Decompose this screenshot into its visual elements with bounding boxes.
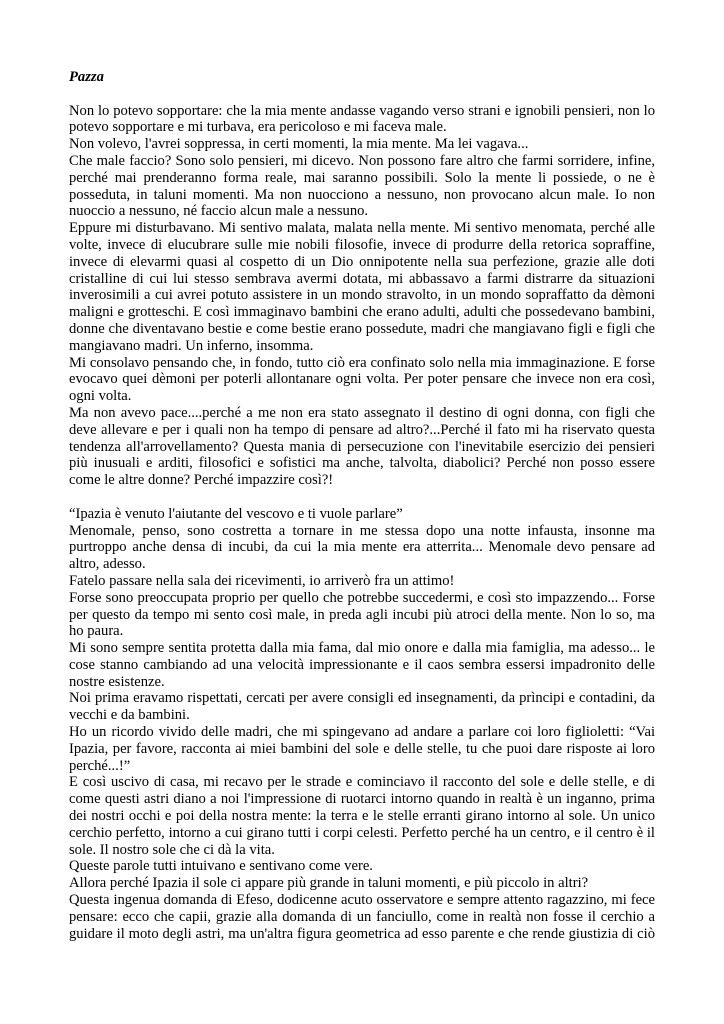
paragraph: Che male faccio? Sono solo pensieri, mi dicevo. Non possono fare altro che farmi sorridere, infine, perché mai prenderanno forma reale, mai saranno possibili. Solo la mente li possiede, o ne è posseduta, in taluni momenti. Ma non nuocciono a nessuno, non provocano alcun male. Io non nuoccio a nessuno, né faccio alcun male a nessuno. <box>69 152 655 220</box>
paragraph: Allora perché Ipazia il sole ci appare più grande in taluni momenti, e più piccolo in altri? <box>69 875 589 892</box>
paragraph: Ho un ricordo vivido delle madri, che mi spingevano ad andare a parlare coi loro figlioletti: “Vai Ipazia, per favore, racconta ai miei bambini del sole e delle stelle, tu che puoi dare risposte ai loro perché...!” <box>69 724 655 774</box>
paragraph: Queste parole tutti intuivano e sentivano come vere. <box>69 858 373 875</box>
document-page <box>69 69 655 942</box>
paragraph: Forse sono preoccupata proprio per quello che potrebbe succedermi, e così sto impazzendo... Forse per questo da tempo mi sento così male, in preda agli incubi più atroci della mente. Non lo so, ma ho paura. <box>69 589 655 640</box>
paragraph: Fatelo passare nella sala dei ricevimenti, io arriverò fra un attimo! <box>69 572 455 589</box>
paragraph: Questa ingenua domanda di Efeso, dodicenne acuto osservatore e sempre attento ragazzino, mi fece pensare: ecco che capii, grazie alla domanda di un fanciullo, come in realtà non fosse il cerchio a guidare il moto degli astri, ma un'altra figura geometrica ad esso parente e che rende giustizia di ciò <box>69 892 655 942</box>
paragraph: Non lo potevo sopportare: che la mia mente andasse vagando verso strani e ignobili pensieri, non lo potevo sopportare e mi turbava, era pericoloso e mi faceva male. <box>69 102 655 136</box>
paragraph: Mi sono sempre sentita protetta dalla mia fama, dal mio onore e dalla mia famiglia, ma adesso... le cose stanno cambiando ad una velocità impressionante e il caos sembra essersi impadronito delle nostre esistenze. <box>69 640 655 690</box>
paragraph: Mi consolavo pensando che, in fondo, tutto ciò era confinato solo nella mia immaginazione. E forse evocavo quei dèmoni per poterli allontanare ogni volta. Per poter pensare che invece non era così, ogni volta. <box>69 354 655 405</box>
paragraph: E così uscivo di casa, mi recavo per le strade e cominciavo il racconto del sole e delle stelle, e di come questi astri diano a noi l'impressione di ruotarci intorno quando in realtà è un inganno, prima dei nostri occhi e poi della nostra mente: la terra e le stelle erranti girano intorno al sole. Un unico cerchio perfetto, intorno a cui girano tutti i corpi celesti. Perfetto perché ha un centro, e il centro è il sole. Il nostro sole che ci dà la vita. <box>69 774 655 858</box>
paragraph: Eppure mi disturbavano. Mi sentivo malata, malata nella mente. Mi sentivo menomata, perché alle volte, invece di elucubrare sulle mie nobili filosofie, invece di produrre della retorica sopraffine, invece di elevarmi quasi al cospetto di un Dio onnipotente nella sua perfezione, grazie alle doti cristalline di cui lui stesso sembrava avermi dotata, mi abbassavo a farmi distrarre da situazioni inverosimili a cui avrei potuto assistere in un mondo stravolto, in un mondo sopraffatto da dèmoni maligni e grotteschi. E così immaginavo bambini che erano adulti, adulti che possedevano bambini, donne che diventavano bestie e come bestie erano possedute, madri che mangiavano figli e figli che mangiavano madri. Un inferno, insomma. <box>69 220 655 354</box>
document-title: Pazza <box>69 69 104 85</box>
paragraph: Menomale, penso, sono costretta a tornare in me stessa dopo una notte infausta, insonne ma purtroppo anche densa di incubi, da cui la mia mente era atterrita... Menomale devo pensare ad altro, adesso. <box>69 522 655 573</box>
paragraph: Noi prima eravamo rispettati, cercati per avere consigli ed insegnamenti, da prìncipi e contadini, da vecchi e da bambini. <box>69 690 655 724</box>
paragraph: “Ipazia è venuto l'aiutante del vescovo e ti vuole parlare” <box>69 505 403 522</box>
paragraph: Non volevo, l'avrei soppressa, in certi momenti, la mia mente. Ma lei vagava... <box>69 136 529 153</box>
paragraph-spacer <box>69 489 655 506</box>
paragraph: Ma non avevo pace....perché a me non era stato assegnato il destino di ogni donna, con figli che deve allevare e per i quali non ha tempo di pensare ad altro?...Perché il fato mi ha riservato questa tendenza all'arrovellamento? Questa mania di persecuzione con l'inevitabile esercizio dei pensieri più inusuali e arditi, filosofici e sofistici ma anche, talvolta, diabolici? Perché non posso essere come le altre donne? Perché impazzire così?! <box>69 404 655 489</box>
